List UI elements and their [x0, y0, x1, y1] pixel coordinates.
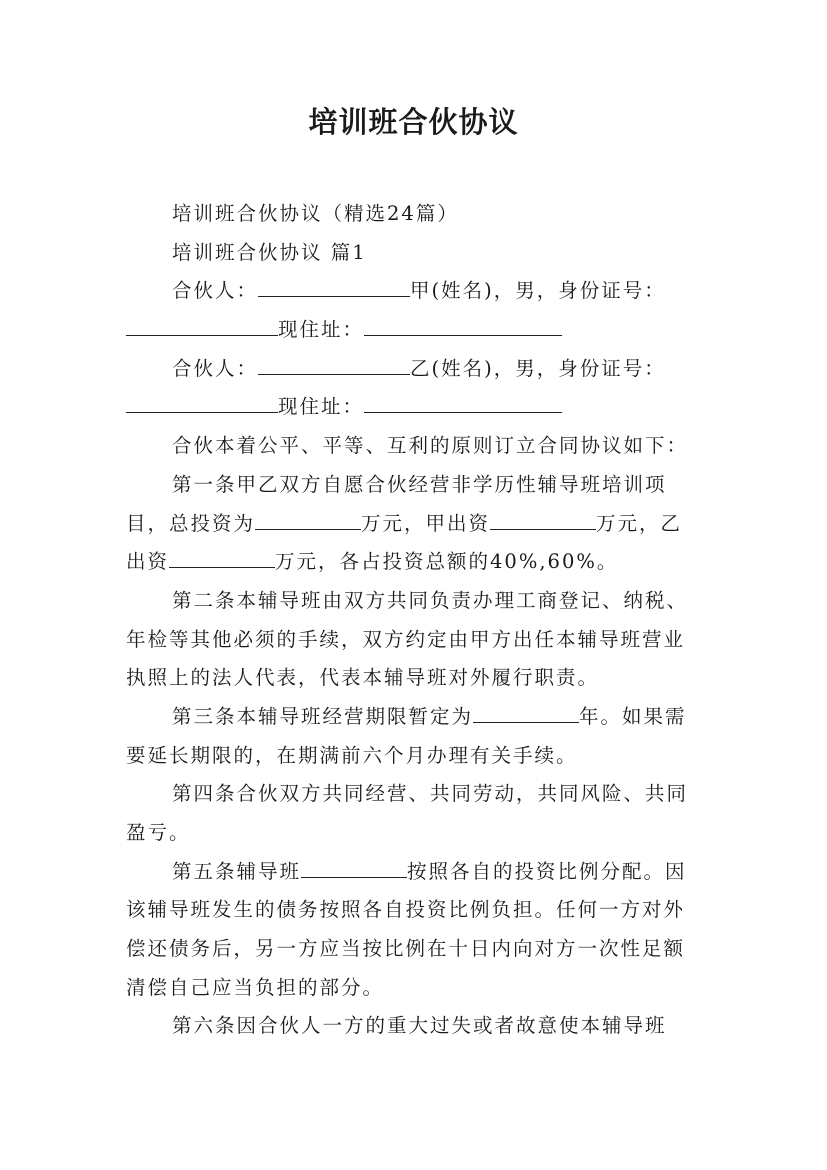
- line-text: 第二条本辅导班由双方共同负责办理工商登记、纳税、: [172, 588, 689, 612]
- line-text: 现住址：: [278, 395, 365, 419]
- line-text: 第四条合伙双方共同经营、共同劳动，共同风险、共同: [172, 782, 689, 806]
- line-text: 培训班合伙协议 篇1: [172, 240, 367, 264]
- blank-field: [126, 390, 278, 413]
- paragraph-line: [126, 814, 716, 853]
- line-text: 现住址：: [278, 318, 365, 342]
- paragraph-line: [126, 350, 716, 389]
- line-text: 偿还债务后，另一方应当按比例在十日内向对方一次性足额: [126, 937, 686, 961]
- blank-field: [473, 700, 579, 723]
- paragraph-line: [126, 1007, 716, 1046]
- line-text: 第六条因合伙人一方的重大过失或者故意使本辅导班: [172, 1014, 667, 1038]
- blank-field: [364, 313, 562, 336]
- paragraph-line: [126, 891, 716, 930]
- line-text: 盈亏。: [126, 821, 191, 844]
- paragraph-line: [126, 195, 716, 234]
- paragraph-line: [126, 659, 716, 698]
- line-text: 该辅导班发生的债务按照各自投资比例负担。任何一方对外: [126, 898, 686, 922]
- paragraph-line: [126, 853, 716, 892]
- line-text: 培训班合伙协议（精选24篇）: [172, 202, 459, 225]
- paragraph-line: [126, 234, 716, 273]
- line-text: 目，总投资为: [126, 511, 256, 535]
- paragraph-line: [126, 388, 716, 427]
- line-text: 要延长期限的，在期满前六个月办理有关手续。: [126, 743, 578, 767]
- blank-field: [490, 507, 596, 530]
- line-text: 出资: [126, 550, 170, 574]
- paragraph-line: [126, 466, 716, 505]
- line-text: 年检等其他必须的手续，双方约定由甲方出任本辅导班营业: [126, 627, 686, 651]
- line-text: 乙(姓名)，男，身份证号：: [410, 356, 666, 380]
- blank-field: [258, 274, 410, 297]
- line-text: 第五条辅导班: [172, 859, 302, 883]
- paragraph-line: [126, 621, 716, 660]
- document-body: [126, 195, 716, 1046]
- paragraph-line: [126, 698, 716, 737]
- line-text: 甲(姓名)，男，身份证号：: [410, 279, 666, 303]
- blank-field: [301, 855, 407, 878]
- paragraph-line: [126, 272, 716, 311]
- line-text: 清偿自己应当负担的部分。: [126, 975, 385, 999]
- line-text: 第三条本辅导班经营期限暂定为: [172, 704, 474, 728]
- blank-field: [255, 507, 361, 530]
- paragraph-line: [126, 775, 716, 814]
- line-text: 万元，甲出资: [361, 511, 491, 535]
- line-text: 万元，各占投资总额的40%,60%。: [275, 550, 619, 574]
- document-title: 培训班合伙协议: [308, 105, 519, 139]
- blank-field: [126, 313, 278, 336]
- paragraph-line: [126, 427, 716, 466]
- line-text: 合伙本着公平、平等、互利的原则订立合同协议如下：: [172, 434, 689, 458]
- line-text: 按照各自的投资比例分配。因: [407, 859, 687, 883]
- paragraph-line: [126, 582, 716, 621]
- line-text: 执照上的法人代表，代表本辅导班对外履行职责。: [126, 666, 600, 690]
- blank-field: [258, 352, 410, 375]
- paragraph-line: [126, 311, 716, 350]
- blank-field: [364, 390, 562, 413]
- line-text: 合伙人：: [172, 356, 259, 380]
- line-text: 年。如果需: [579, 704, 687, 728]
- line-text: 第一条甲乙双方自愿合伙经营非学历性辅导班培训项: [172, 472, 667, 496]
- blank-field: [169, 545, 275, 568]
- paragraph-line: [126, 737, 716, 776]
- paragraph-line: [126, 543, 716, 582]
- paragraph-line: [126, 505, 716, 544]
- line-text: 万元，乙: [596, 511, 683, 535]
- line-text: 合伙人：: [172, 279, 259, 303]
- paragraph-line: [126, 969, 716, 1008]
- paragraph-line: [126, 930, 716, 969]
